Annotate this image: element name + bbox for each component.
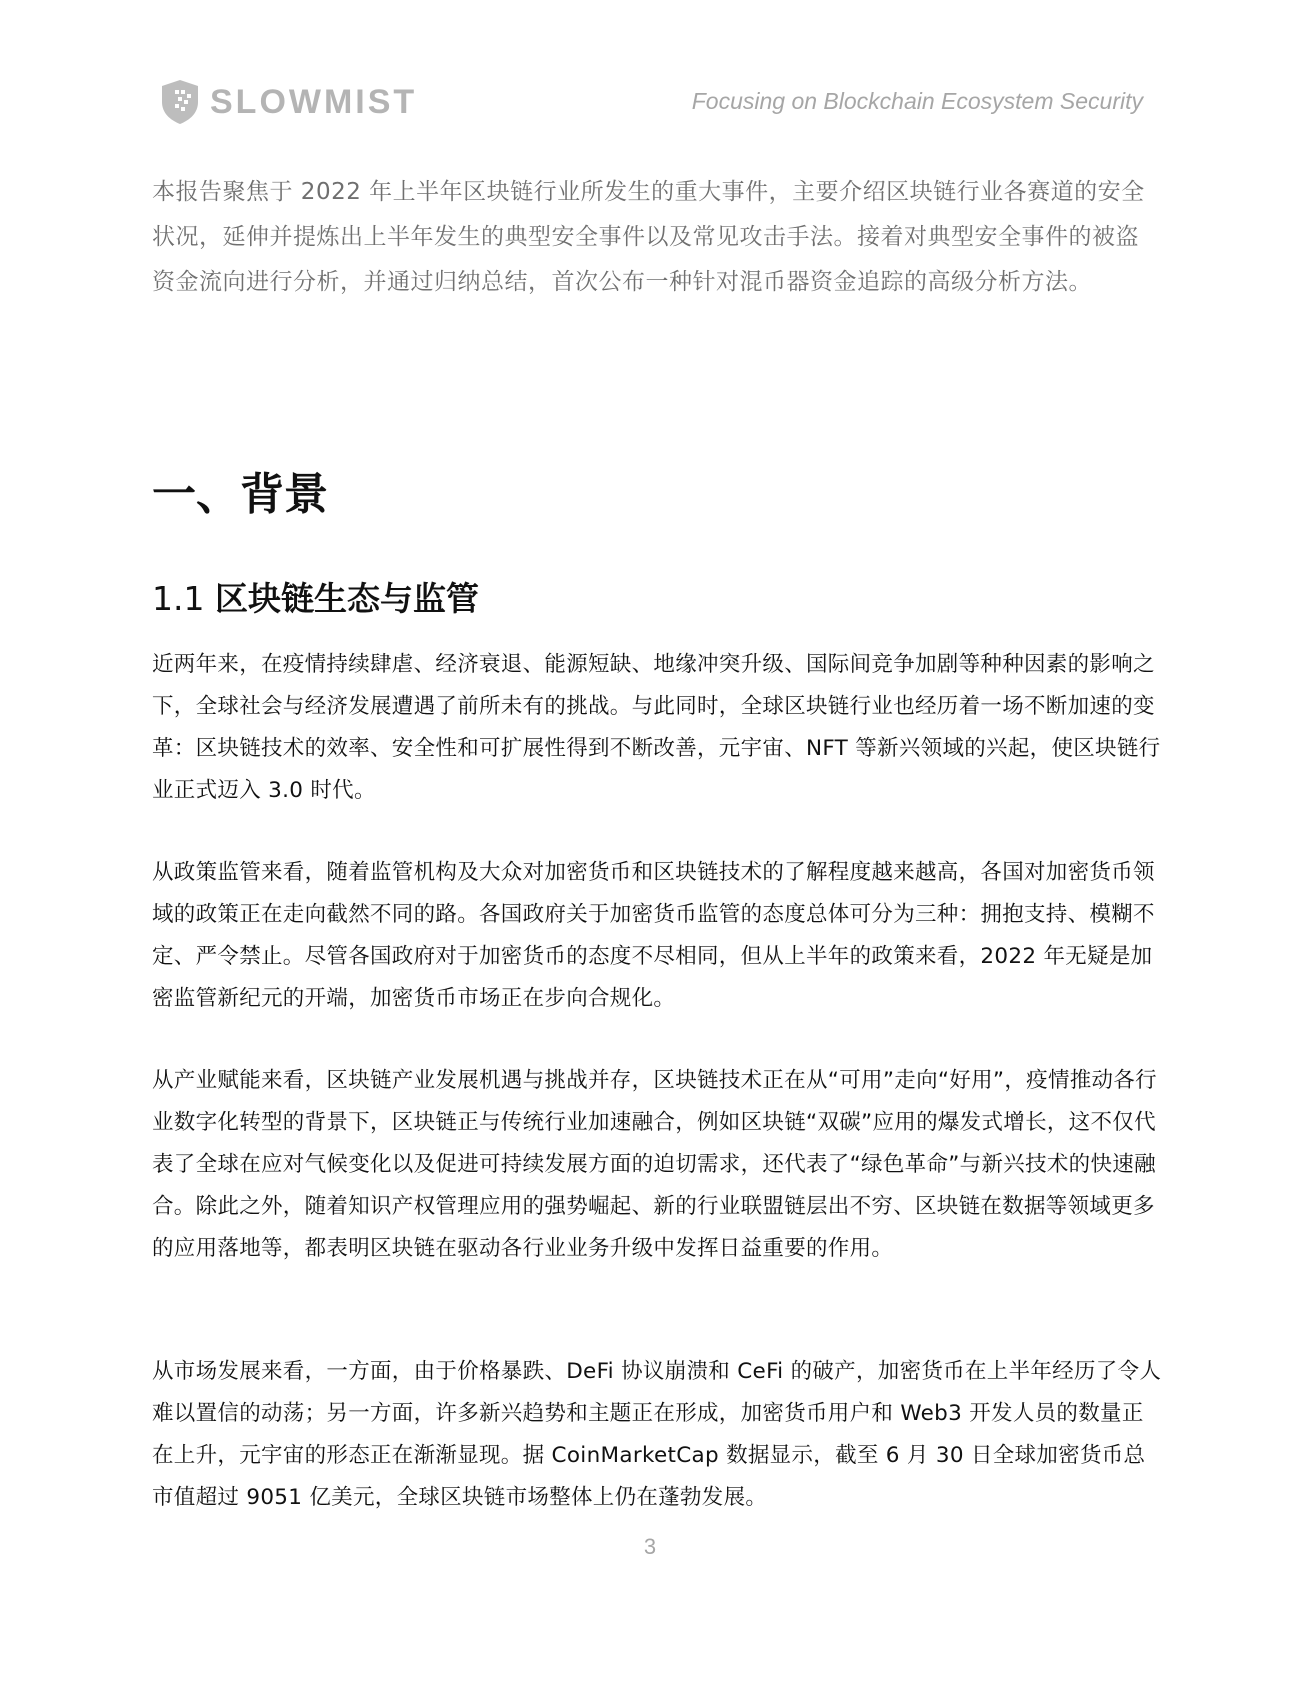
body-paragraph-3: 从产业赋能来看，区块链产业发展机遇与挑战并存，区块链技术正在从“可用”走向“好用”，疫情推动各行业数字化转型的背景下，区块链正与传统行业加速融合，例如区块链“双碳”应用的爆发式增长，这不仅代表了全球在应对气候变化以及促进可持续发展方面的迫切需求，还代表了“绿色革命”与新兴技术的快速融合。除此之外，随着知识产权管理应用的强势崛起、新的行业联盟链层出不穷、区块链在数据等领域更多的应用落地等，都表明区块链在驱动各行业业务升级中发挥日益重要的作用。: [152, 1068, 1157, 1261]
body-paragraph-4: 从市场发展来看，一方面，由于价格暴跌、DeFi 协议崩溃和 CeFi 的破产，加密货币在上半年经历了令人难以置信的动荡；另一方面，许多新兴趋势和主题正在形成，加密货币用户和 Web3 开发人员的数量正在上升，元宇宙的形态正在渐渐显现。据 CoinMarketCap 数据显示，截至 6 月 30 日全球加密货币总市值超过 9051 亿美元，全球区块链市场整体上仍在蓬勃发展。: [152, 1359, 1162, 1510]
body-paragraph-1: 近两年来，在疫情持续肆虐、经济衰退、能源短缺、地缘冲突升级、国际间竞争加剧等种种因素的影响之下，全球社会与经济发展遭遇了前所未有的挑战。与此同时，全球区块链行业也经历着一场不断加速的变革：区块链技术的效率、安全性和可扩展性得到不断改善，元宇宙、NFT 等新兴领域的兴起，使区块链行业正式迈入 3.0 时代。: [152, 652, 1161, 803]
section-heading: 一、背景: [152, 469, 328, 520]
subsection-number: 1.1: [152, 579, 205, 618]
header-tagline: Focusing on Blockchain Ecosystem Security: [691, 88, 1143, 114]
body-paragraph-2: 从政策监管来看，随着监管机构及大众对加密货币和区块链技术的了解程度越来越高，各国对加密货币领域的政策正在走向截然不同的路。各国政府关于加密货币监管的态度总体可分为三种：拥抱支持、模糊不定、严令禁止。尽管各国政府对于加密货币的态度不尽相同，但从上半年的政策来看，2022 年无疑是加密监管新纪元的开端，加密货币市场正在步向合规化。: [152, 860, 1155, 1011]
company-logo: [158, 78, 417, 126]
subsection-title: 区块链生态与监管: [214, 579, 479, 618]
intro-paragraph: 本报告聚焦于 2022 年上半年区块链行业所发生的重大事件，主要介绍区块链行业各赛道的安全状况，延伸并提炼出上半年发生的典型安全事件以及常见攻击手法。接着对典型安全事件的被盗资金流向进行分析，并通过归纳总结，首次公布一种针对混币器资金追踪的高级分析方法。: [152, 179, 1145, 295]
logo-wordmark: SLOWMIST: [210, 82, 418, 121]
page-number: 3: [643, 1534, 657, 1559]
subsection-heading: [152, 573, 479, 620]
shield-icon: [158, 78, 202, 126]
